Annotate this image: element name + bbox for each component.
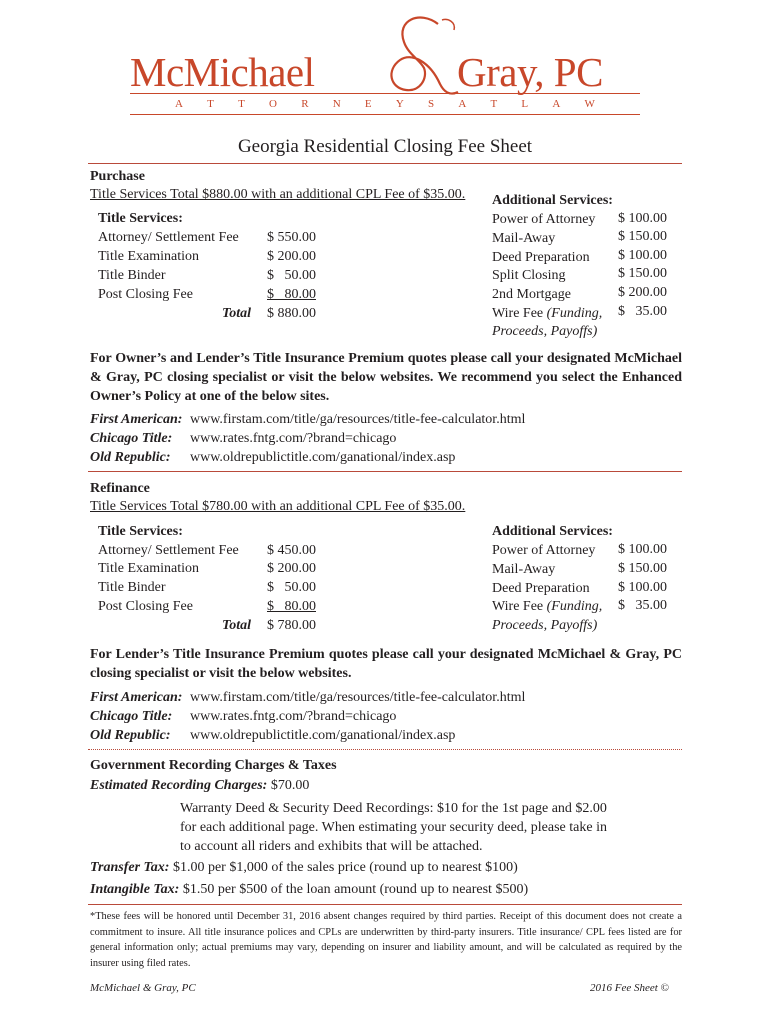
link-name: First American: bbox=[90, 690, 183, 705]
recording-line: Warranty Deed & Security Deed Recordings: $10 for the 1st page and $2.00 bbox=[180, 801, 607, 816]
fee-label: Post Closing Fee bbox=[98, 287, 193, 302]
fee-label: Title Examination bbox=[98, 561, 199, 576]
additional-label: 2nd Mortgage bbox=[492, 287, 571, 302]
fee-amount: $ 550.00 bbox=[267, 230, 316, 245]
tagline-letter: O bbox=[269, 98, 277, 110]
tagline-letter: N bbox=[332, 98, 341, 110]
fee-amount: $ 200.00 bbox=[267, 249, 316, 264]
wire-fee-label: Wire Fee (Funding, bbox=[492, 306, 603, 321]
fee-amount: $ 80.00 bbox=[267, 287, 316, 302]
total-label: Total bbox=[222, 618, 252, 633]
logo-rule-bottom bbox=[130, 114, 640, 115]
wire-fee-amount: $ 35.00 bbox=[618, 304, 667, 319]
tagline-letter: A bbox=[458, 98, 467, 110]
wire-fee-note: Proceeds, Payoffs) bbox=[492, 324, 598, 339]
logo-name-left: McMichael bbox=[130, 49, 315, 95]
fee-amount: $ 50.00 bbox=[267, 268, 316, 283]
refinance-notice: For Lender’s Title Insurance Premium quotes please call your designated McMichael & Gray, PC closing specialist or visit the below websites. bbox=[90, 647, 682, 681]
additional-label: Deed Preparation bbox=[492, 250, 590, 265]
purchase-total-line: Title Services Total $880.00 with an additional CPL Fee of $35.00. bbox=[90, 187, 466, 202]
purchase-notice: For Owner’s and Lender’s Title Insurance Premium quotes please call your designated McMichael & Gray, PC closing specialist or visit the below websites. We recommend you select the Enhanced Owner’s Policy at one of the below sites. bbox=[90, 351, 682, 404]
additional-label: Power of Attorney bbox=[492, 543, 596, 558]
wire-fee-note: Proceeds, Payoffs) bbox=[492, 618, 598, 633]
fee-label: Attorney/ Settlement Fee bbox=[98, 230, 239, 245]
footer-right: 2016 Fee Sheet © bbox=[590, 982, 669, 994]
fee-label: Attorney/ Settlement Fee bbox=[98, 543, 239, 558]
fee-amount: $ 200.00 bbox=[267, 561, 316, 576]
additional-label: Deed Preparation bbox=[492, 581, 590, 596]
tagline-letter: R bbox=[301, 98, 309, 110]
additional-amount: $ 200.00 bbox=[618, 285, 667, 300]
link-name: First American: bbox=[90, 412, 183, 427]
tagline-letter: T bbox=[238, 98, 245, 110]
purchase-title-services-heading: Title Services: bbox=[98, 211, 183, 226]
fee-label: Post Closing Fee bbox=[98, 599, 193, 614]
link-name: Old Republic: bbox=[90, 728, 171, 743]
refinance-additional-heading: Additional Services: bbox=[492, 524, 613, 539]
recording-line: for each additional page. When estimating your security deed, please take in bbox=[180, 820, 607, 835]
additional-amount: $ 100.00 bbox=[618, 542, 667, 557]
purchase-heading: Purchase bbox=[90, 169, 145, 184]
additional-amount: $ 150.00 bbox=[618, 266, 667, 281]
fee-label: Title Binder bbox=[98, 580, 166, 595]
estimated-recording-charges: Estimated Recording Charges: $70.00 bbox=[90, 778, 310, 793]
link-url[interactable]: www.firstam.com/title/ga/resources/title-fee-calculator.html bbox=[190, 690, 526, 705]
footnote: *These fees will be honored until December 31, 2016 absent changes required by third parties. Receipt of this document does not create a commitment to insure. All title insurance polices and CPLs are underwritten by third-party insurers. Title insurance/ CPL fees listed are for general information only; actual premiums may vary, depending on insurer and liability amount, and will be calculated as required by the insurer using filed rates. bbox=[90, 911, 682, 969]
link-name: Chicago Title: bbox=[90, 709, 173, 724]
link-url[interactable]: www.oldrepublictitle.com/ganational/index.asp bbox=[190, 728, 456, 743]
total-amount: $ 880.00 bbox=[267, 306, 316, 321]
divider bbox=[88, 904, 682, 905]
tagline-letter: L bbox=[521, 98, 529, 110]
divider bbox=[88, 749, 682, 750]
fee-amount: $ 450.00 bbox=[267, 543, 316, 558]
link-url[interactable]: www.firstam.com/title/ga/resources/title-fee-calculator.html bbox=[190, 412, 526, 427]
intangible-tax: Intangible Tax: $1.50 per $500 of the loan amount (round up to nearest $500) bbox=[90, 882, 529, 897]
logo-rule-top bbox=[130, 93, 640, 94]
government-heading: Government Recording Charges & Taxes bbox=[90, 758, 337, 773]
additional-amount: $ 150.00 bbox=[618, 229, 667, 244]
refinance-heading: Refinance bbox=[90, 481, 150, 496]
fee-label: Title Examination bbox=[98, 249, 199, 264]
transfer-tax: Transfer Tax: $1.00 per $1,000 of the sales price (round up to nearest $100) bbox=[90, 860, 518, 875]
refinance-title-services-heading: Title Services: bbox=[98, 524, 183, 539]
link-url[interactable]: www.rates.fntg.com/?brand=chicago bbox=[190, 431, 397, 446]
total-amount: $ 780.00 bbox=[267, 618, 316, 633]
logo-name-right: Gray, PC bbox=[457, 49, 603, 95]
fee-label: Title Binder bbox=[98, 268, 166, 283]
divider bbox=[88, 471, 682, 472]
tagline-letter: S bbox=[427, 98, 435, 110]
total-label: Total bbox=[222, 306, 252, 321]
wire-fee-label: Wire Fee (Funding, bbox=[492, 599, 603, 614]
purchase-additional-heading: Additional Services: bbox=[492, 193, 613, 208]
additional-label: Power of Attorney bbox=[492, 212, 596, 227]
footer-left: McMichael & Gray, PC bbox=[90, 982, 196, 994]
link-url[interactable]: www.oldrepublictitle.com/ganational/index.asp bbox=[190, 450, 456, 465]
link-name: Old Republic: bbox=[90, 450, 171, 465]
refinance-total-line: Title Services Total $780.00 with an additional CPL Fee of $35.00. bbox=[90, 499, 466, 514]
wire-fee-amount: $ 35.00 bbox=[618, 598, 667, 613]
tagline-letter: A bbox=[175, 98, 183, 110]
additional-amount: $ 100.00 bbox=[618, 580, 667, 595]
additional-amount: $ 150.00 bbox=[618, 561, 667, 576]
tagline-letter: W bbox=[584, 98, 595, 110]
additional-label: Mail-Away bbox=[492, 231, 556, 246]
additional-amount: $ 100.00 bbox=[618, 248, 667, 263]
tagline-letter: T bbox=[490, 98, 498, 110]
logo-tagline bbox=[175, 98, 595, 110]
tagline-letter: E bbox=[364, 98, 372, 110]
fee-amount: $ 80.00 bbox=[267, 599, 316, 614]
page-title: Georgia Residential Closing Fee Sheet bbox=[237, 136, 533, 157]
link-name: Chicago Title: bbox=[90, 431, 173, 446]
divider bbox=[88, 163, 682, 164]
additional-label: Split Closing bbox=[492, 268, 566, 283]
recording-line: to account all riders and exhibits that will be attached. bbox=[180, 839, 483, 854]
link-url[interactable]: www.rates.fntg.com/?brand=chicago bbox=[190, 709, 397, 724]
additional-amount: $ 100.00 bbox=[618, 211, 667, 226]
tagline-letter: T bbox=[207, 98, 214, 110]
tagline-letter: Y bbox=[395, 98, 404, 110]
additional-label: Mail-Away bbox=[492, 562, 556, 577]
tagline-letter: A bbox=[552, 98, 561, 110]
fee-amount: $ 50.00 bbox=[267, 580, 316, 595]
